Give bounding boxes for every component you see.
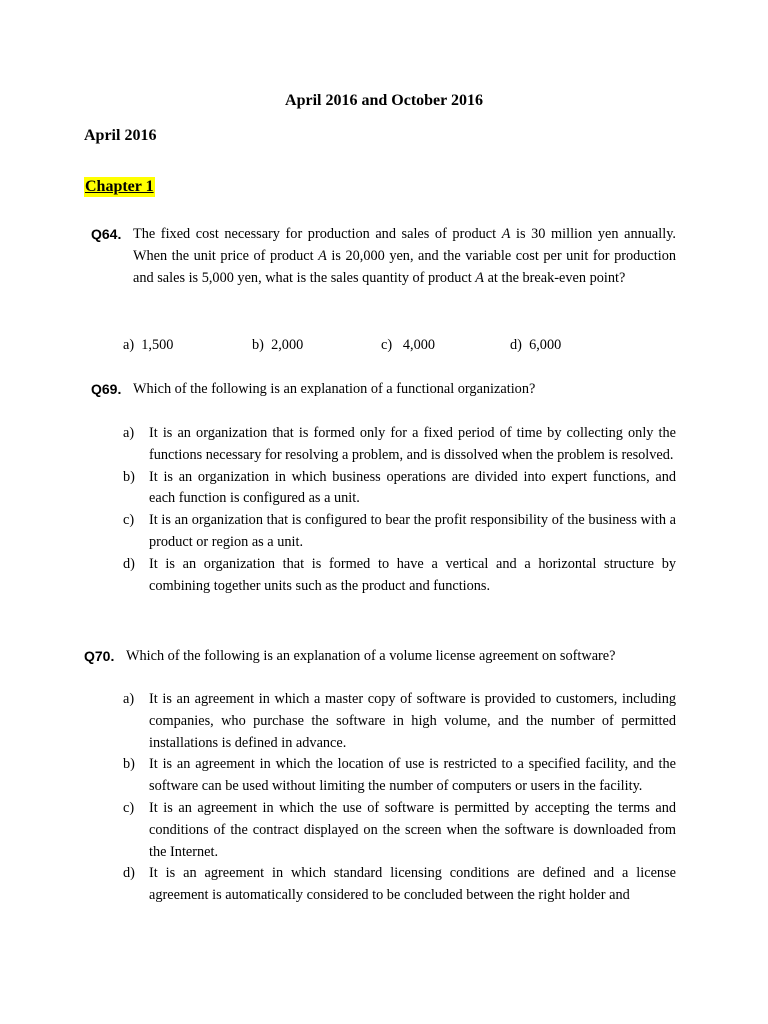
choice-c[interactable]: c) 4,000	[381, 337, 436, 353]
choice-d[interactable]: d) It is an organization that is formed to have a vertical and a horizontal structure by combining together units such as the product and functions.	[123, 555, 676, 594]
q70-choices	[123, 689, 676, 907]
choice-a[interactable]: a) It is an agreement in which a master copy of software is provided to customers, including companies, who purchase the software in high volume, and the number of permitted installations is defined in advance.	[123, 691, 676, 751]
choice-c[interactable]: c) It is an agreement in which the use of software is permitted by accepting the terms and conditions of the contract displayed on the screen when the software is downloaded from the Internet.	[123, 799, 676, 860]
choice-a[interactable]: a) It is an organization that is formed only for a fixed period of time by collecting only the functions necessary for resolving a problem, and is dissolved when the problem is resolved.	[123, 425, 676, 463]
question-text: The fixed cost necessary for production and sales of product A is 30 million yen annually. When the unit price of product A is 20,000 yen, and the variable cost per unit for production and sales is 5,000 yen, what is the sales quantity of product A at the break-even point?	[133, 226, 677, 286]
choice-d[interactable]: d) 6,000	[510, 337, 562, 353]
choice-d[interactable]: d) It is an agreement in which standard licensing conditions are defined and a license agreement is automatically considered to be concluded between the right holder and	[123, 865, 676, 904]
document-title: April 2016 and October 2016	[285, 92, 483, 109]
question-text: Which of the following is an explanation of a functional organization?	[133, 381, 536, 397]
question-q70	[84, 646, 676, 668]
choice-c[interactable]: c) It is an organization that is configured to bear the profit responsibility of the business with a product or region as a unit.	[123, 512, 676, 550]
question-number: Q64.	[91, 226, 122, 242]
chapter-heading: Chapter 1	[85, 178, 154, 195]
question-number: Q70.	[84, 648, 115, 664]
choice-b[interactable]: b) It is an organization in which business operations are divided into expert functions, and each function is configured as a unit.	[123, 468, 676, 507]
q64-choices	[123, 335, 683, 357]
question-number: Q69.	[91, 381, 122, 397]
question-text: Which of the following is an explanation of a volume license agreement on software?	[126, 648, 616, 664]
section-heading: April 2016	[84, 127, 157, 144]
choice-b[interactable]: b) 2,000	[252, 337, 304, 353]
question-q69	[91, 379, 676, 401]
q69-choices	[123, 423, 676, 597]
question-q64	[91, 224, 676, 289]
choice-a[interactable]: a) 1,500	[123, 337, 174, 353]
choice-b[interactable]: b) It is an agreement in which the location of use is restricted to a specified facility, and the software can be used without limiting the number of computers or users in the facility.	[123, 756, 676, 795]
